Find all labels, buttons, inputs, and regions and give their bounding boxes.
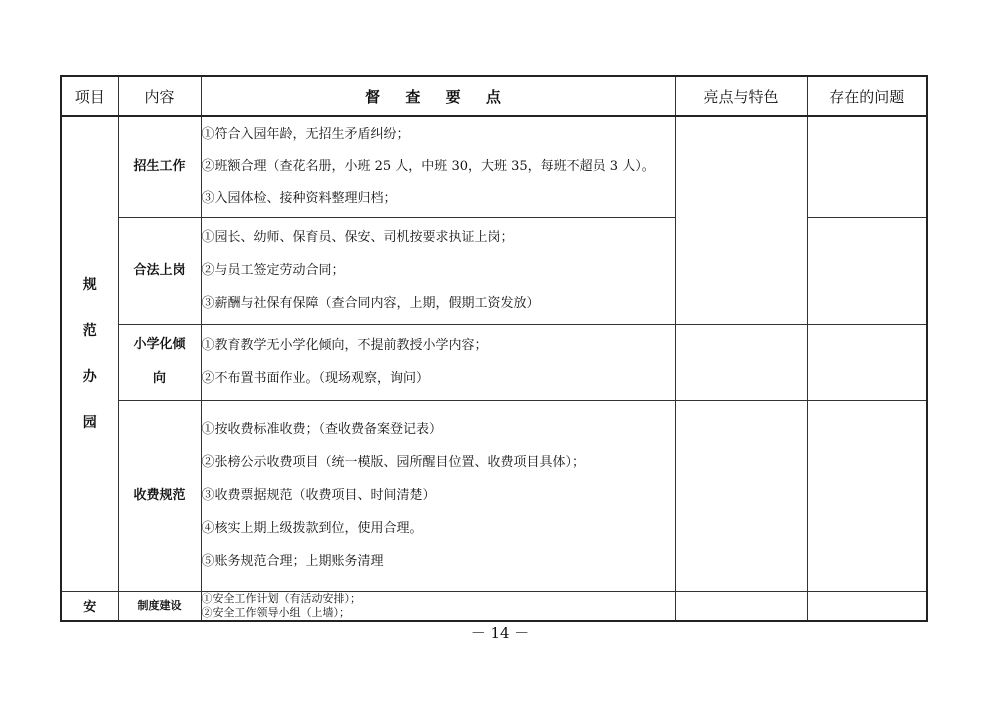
header-content: 内容 [118, 76, 201, 116]
content-label-line: 向 [152, 371, 166, 386]
key-points-cell [201, 400, 675, 591]
key-point: ⑤账务规范合理；上期账务清理 [201, 554, 384, 569]
content-cell: 收费规范 [118, 400, 201, 591]
page-number: － 14 － [470, 624, 530, 642]
key-point: ①园长、幼师、保育员、保安、司机按要求执证上岗； [201, 230, 514, 245]
content-cell: 制度建设 [118, 591, 201, 621]
key-point: ①符合入园年龄，无招生矛盾纠纷； [201, 126, 410, 142]
problems-cell [807, 591, 927, 621]
key-point: ②张榜公示收费项目（统一模版、园所醒目位置、收费项目具体）； [201, 455, 586, 470]
highlights-cell [675, 324, 807, 400]
key-point: ②班额合理（查花名册，小班 25 人，中班 30，大班 35，每班不超员 3 人）。 [201, 158, 655, 174]
highlights-cell [675, 591, 807, 621]
key-points-cell [201, 116, 675, 217]
key-point: ③薪酬与社保有保障（查合同内容，上期，假期工资发放） [201, 296, 540, 311]
category-char: 范 [82, 322, 97, 339]
header-item: 项目 [61, 76, 118, 116]
table-row [61, 116, 927, 217]
category-char: 规 [82, 276, 97, 293]
category-char: 园 [82, 414, 97, 431]
key-points-cell [201, 324, 675, 400]
problems-cell [807, 116, 927, 217]
content-cell: 合法上岗 [118, 217, 201, 324]
header-problems: 存在的问题 [807, 76, 927, 116]
key-point: ③收费票据规范（收费项目、时间清楚） [201, 488, 436, 503]
key-point: ①教育教学无小学化倾向，不提前教授小学内容； [201, 338, 488, 353]
table-row [61, 591, 927, 621]
category-cell: 安 [61, 591, 118, 621]
content-cell: 招生工作 [118, 116, 201, 217]
key-point: ④核实上期上级拨款到位，使用合理。 [201, 521, 423, 536]
key-points-cell [201, 591, 675, 621]
category-char: 办 [82, 368, 97, 385]
key-point: ③入园体检、接种资料整理归档； [201, 190, 397, 206]
table-row [61, 324, 927, 400]
problems-cell [807, 324, 927, 400]
header-highlights: 亮点与特色 [675, 76, 807, 116]
content-cell [118, 324, 201, 400]
key-point: ①按收费标准收费；（查收费备案登记表） [201, 422, 443, 437]
table-header-row [61, 76, 927, 116]
key-point: ②与员工签定劳动合同； [201, 263, 345, 278]
content-label-line: 小学化倾 [133, 337, 186, 352]
problems-cell [807, 400, 927, 591]
highlights-cell [675, 116, 807, 324]
key-points-cell [201, 217, 675, 324]
key-point: ②安全工作领导小组（上墙）； [201, 605, 350, 619]
header-key-points: 督 查 要 点 [201, 76, 675, 116]
table-row [61, 400, 927, 591]
inspection-table [60, 75, 928, 622]
key-point: ②不布置书面作业。（现场观察，询问） [201, 371, 430, 386]
category-cell [61, 116, 118, 591]
key-point: ①安全工作计划（有活动安排）； [201, 591, 361, 605]
highlights-cell [675, 400, 807, 591]
problems-cell [807, 217, 927, 324]
